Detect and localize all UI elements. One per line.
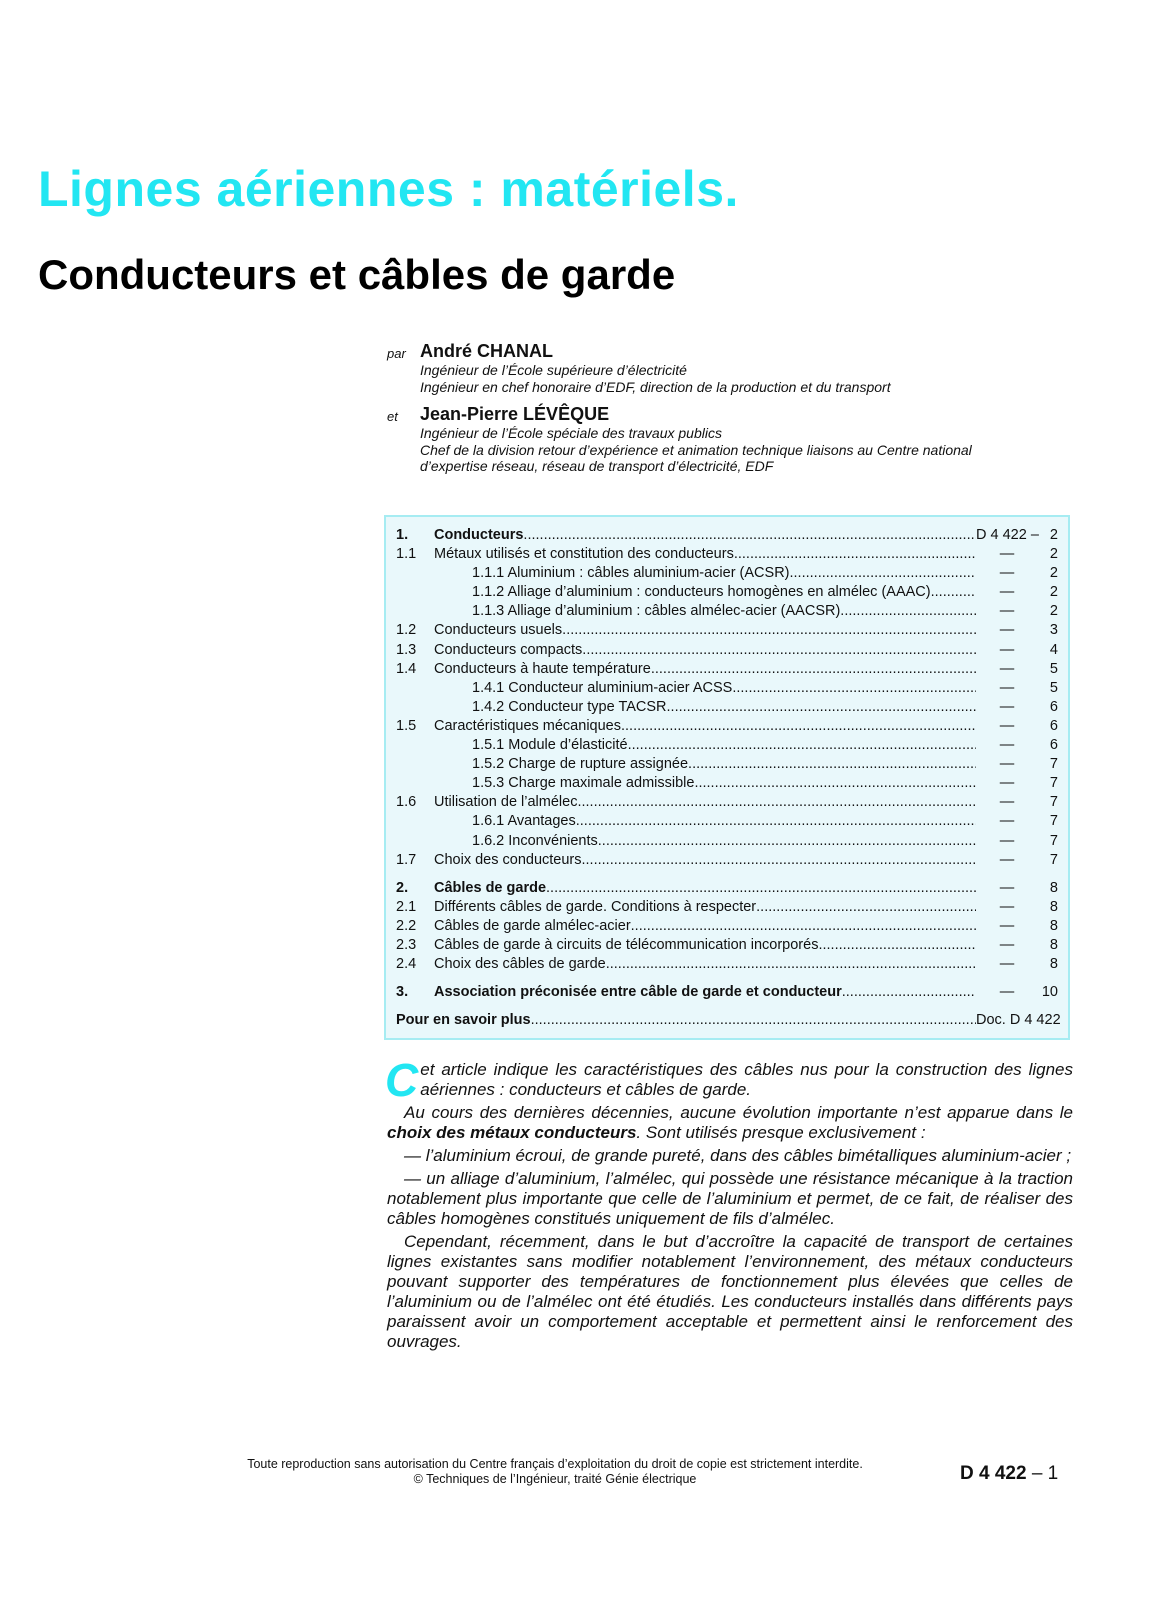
toc-label-wrap [434, 583, 976, 602]
toc-entry[interactable] [396, 583, 1056, 602]
toc-leader-dots [562, 621, 976, 640]
toc-number: 1.3 [396, 641, 417, 658]
toc-page-number: 7 [1049, 851, 1058, 868]
toc-label: Câbles de garde [434, 879, 547, 896]
folio-separator: – [1026, 1463, 1048, 1484]
toc-label-wrap [434, 621, 976, 640]
toc-page-number: 6 [1049, 698, 1058, 715]
toc-reference: — [999, 737, 1015, 754]
copyright-source: © Techniques de l’Ingénieur, traité Génie électrique [413, 1472, 697, 1486]
toc-page-number: 7 [1049, 832, 1058, 849]
toc-label: 1.5.1 Module d’élasticité [472, 737, 628, 754]
toc-leader-dots [840, 602, 976, 621]
toc-leader-dots [531, 1011, 976, 1030]
toc-entry[interactable] [396, 955, 1056, 974]
toc-reference: — [999, 898, 1015, 915]
toc-entry[interactable] [396, 774, 1056, 793]
toc-number: 1.4 [396, 660, 417, 677]
toc-label: 1.6.2 Inconvénients [472, 832, 598, 849]
drop-cap: C [385, 1054, 419, 1106]
intro-paragraph: et article indique les caractéristiques des câbles nus pour la construction des lignes aériennes : conducteurs et câbles de garde. [420, 1060, 1073, 1099]
toc-number: 2.1 [396, 898, 417, 915]
toc-reference: — [999, 851, 1015, 868]
toc-reference: D 4 422 – [976, 527, 1039, 543]
toc-leader-dots [631, 917, 976, 936]
toc-page-number: 8 [1049, 879, 1058, 896]
toc-label: Association préconisée entre câble de garde et conducteur [434, 984, 842, 1001]
toc-label-wrap [434, 793, 976, 812]
intro-list-item: — l’aluminium écroui, de grande pureté, dans des câbles bimétalliques aluminium-acier ; [404, 1146, 1072, 1165]
toc-page-number: 2 [1049, 584, 1058, 601]
toc-page-number: 2 [1049, 527, 1058, 543]
toc-label: Utilisation de l’almélec [434, 794, 578, 811]
toc-page-number: 2 [1049, 603, 1058, 620]
toc-page-number: 2 [1049, 565, 1058, 582]
author-credential: Chef de la division retour d’expérience et animation technique liaisons au Centre national [420, 441, 972, 458]
document-subtitle: Conducteurs et câbles de garde [38, 251, 676, 298]
toc-label-wrap [434, 832, 976, 851]
toc-entry[interactable] [396, 621, 1056, 640]
toc-entry[interactable] [396, 983, 1056, 1002]
toc-number: 2. [396, 879, 409, 896]
toc-leader-dots [621, 717, 976, 736]
toc-entry[interactable] [396, 1011, 1061, 1030]
toc-page-number: 7 [1049, 794, 1058, 811]
toc-number: 1. [396, 527, 409, 543]
toc-label: 1.1.1 Aluminium : câbles aluminium-acier (ACSR) [472, 565, 790, 582]
toc-entry[interactable] [396, 898, 1056, 917]
author-credential: Ingénieur en chef honoraire d’EDF, direction de la production et du transport [420, 378, 891, 395]
toc-page-number: 4 [1049, 641, 1058, 658]
toc-reference: — [999, 679, 1015, 696]
toc-entry[interactable] [396, 679, 1056, 698]
author-1 [387, 340, 1077, 395]
toc-page-number: 2 [1049, 546, 1058, 563]
toc-entry[interactable] [396, 755, 1056, 774]
toc-entry[interactable] [396, 526, 1056, 545]
toc-entry[interactable] [396, 936, 1056, 955]
toc-reference: — [999, 660, 1015, 677]
toc-leader-dots [667, 698, 976, 717]
toc-label-wrap [434, 698, 976, 717]
toc-label-wrap [434, 545, 976, 564]
toc-label-wrap [434, 660, 976, 679]
toc-leader-dots [582, 851, 977, 870]
toc-entry[interactable] [396, 564, 1056, 583]
toc-label-wrap [434, 641, 976, 660]
toc-leader-dots [688, 755, 976, 774]
toc-reference: — [999, 775, 1015, 792]
toc-number: 2.3 [396, 936, 417, 953]
toc-label: 1.6.1 Avantages [472, 813, 576, 830]
toc-leader-dots [931, 583, 976, 602]
toc-entry[interactable] [396, 698, 1056, 717]
toc-label: 1.1.2 Alliage d’aluminium : conducteurs homogènes en almélec (AAAC) [472, 584, 931, 601]
toc-page-number: 6 [1049, 737, 1058, 754]
intro-list-item: — un alliage d’aluminium, l’almélec, qui possède une résistance mécanique à la traction notablement plus importante que celle de l’aluminium et permet, de ce fait, de réaliser des câbles homogènes constitués uniquement de fils d’almélec. [387, 1169, 1073, 1228]
toc-leader-dots [732, 679, 976, 698]
toc-leader-dots [577, 793, 976, 812]
author-prefix: et [387, 409, 398, 424]
authors-block [387, 340, 1077, 483]
toc-reference: — [999, 832, 1015, 849]
toc-reference: — [999, 879, 1015, 896]
toc-leader-dots [606, 955, 976, 974]
toc-entry[interactable] [396, 641, 1056, 660]
toc-page-number: 10 [1041, 984, 1058, 1001]
toc-label: 1.4.1 Conducteur aluminium-acier ACSS [472, 679, 733, 696]
toc-entry[interactable] [396, 545, 1056, 564]
intro-paragraph: Cependant, récemment, dans le but d’accroître la capacité de transport de certaines lignes existantes sans modifier notablement l’environnement, des métaux conducteurs pouvant supporter des températures de fonctionnement plus élevées que celles de l’aluminium ou de l’almélec ont été étudiés. Les conducteurs installés dans différents pays paraissent avoir un comportement acceptable et permettent ainsi le renforcement des ouvrages. [387, 1232, 1073, 1351]
toc-page-number: 8 [1049, 898, 1058, 915]
toc-reference: — [999, 956, 1015, 973]
toc-leader-dots [598, 832, 976, 851]
toc-label-wrap [434, 526, 976, 545]
toc-leader-dots [546, 879, 976, 898]
toc-label-wrap [434, 898, 976, 917]
toc-label: Choix des câbles de garde [434, 956, 606, 973]
toc-label: Choix des conducteurs [434, 851, 582, 868]
toc-label: Câbles de garde almélec-acier [434, 917, 631, 934]
copyright-footer [190, 1457, 920, 1487]
document-title: Lignes aériennes : matériels. [38, 161, 739, 217]
toc-reference: — [999, 917, 1015, 934]
toc-leader-dots [628, 736, 976, 755]
toc-label-wrap [434, 717, 976, 736]
toc-reference: — [999, 698, 1015, 715]
toc-label: 1.5.3 Charge maximale admissible [472, 775, 695, 792]
toc-page-number: 6 [1049, 717, 1058, 734]
toc-entry[interactable] [396, 602, 1056, 621]
toc-label-wrap [434, 851, 976, 870]
toc-number: 2.4 [396, 956, 417, 973]
toc-leader-dots [756, 898, 976, 917]
toc-label: 1.4.2 Conducteur type TACSR [472, 698, 667, 715]
toc-leader-dots [523, 526, 976, 545]
author-credential: Ingénieur de l’École supérieure d’électricité [420, 362, 687, 378]
toc-reference: — [999, 603, 1015, 620]
toc-label: Conducteurs usuels [434, 622, 563, 639]
toc-leader-dots [582, 641, 976, 660]
toc-reference: — [999, 584, 1015, 601]
toc-page-number: 5 [1049, 679, 1058, 696]
copyright-notice: Toute reproduction sans autorisation du Centre français d’exploitation du droit de copie est strictement interdite. [247, 1457, 863, 1471]
toc-page-number: 7 [1049, 775, 1058, 792]
toc-label: Câbles de garde à circuits de télécommunication incorporés [434, 936, 819, 953]
intro-paragraph: Au cours des dernières décennies, aucune évolution importante n’est apparue dans le choix des métaux conducteurs. Sont utilisés presque exclusivement : [387, 1103, 1073, 1142]
toc-label-wrap [434, 955, 976, 974]
toc-reference: Doc. D 4 422 [976, 1012, 1061, 1029]
toc-label: Conducteurs compacts [434, 641, 583, 658]
author-name: Jean-Pierre LÉVÊQUE [420, 404, 610, 424]
toc-leader-dots [790, 564, 977, 583]
toc-label-wrap [434, 983, 976, 1002]
toc-reference: — [999, 641, 1015, 658]
toc-label: Différents câbles de garde. Conditions à respecter [434, 898, 757, 915]
folio-code: D 4 422 [960, 1463, 1027, 1484]
toc-page-number: 7 [1049, 813, 1058, 830]
toc-leader-dots [818, 936, 976, 955]
toc-leader-dots [651, 660, 976, 679]
toc-label-wrap [434, 936, 976, 955]
author-name: André CHANAL [420, 341, 553, 361]
page-folio [960, 1463, 1058, 1485]
toc-number: 3. [396, 984, 409, 1001]
toc-number: 1.6 [396, 794, 417, 811]
toc-label-wrap [434, 736, 976, 755]
toc-label-wrap [434, 917, 976, 936]
toc-page-number: 5 [1049, 660, 1058, 677]
toc-label: 1.5.2 Charge de rupture assignée [472, 756, 689, 773]
toc-label: Conducteurs à haute température [434, 660, 651, 677]
table-of-contents [384, 515, 1070, 1040]
toc-entry[interactable] [396, 832, 1056, 851]
toc-leader-dots [576, 812, 976, 831]
toc-label-wrap [434, 602, 976, 621]
toc-entry[interactable] [396, 812, 1056, 831]
toc-page-number: 8 [1049, 917, 1058, 934]
toc-leader-dots [694, 774, 976, 793]
toc-label: Conducteurs [434, 527, 524, 543]
toc-reference: — [999, 813, 1015, 830]
toc-reference: — [999, 794, 1015, 811]
toc-reference: — [999, 756, 1015, 773]
toc-label-wrap [434, 679, 976, 698]
toc-label: Caractéristiques mécaniques [434, 717, 621, 734]
toc-number: 1.2 [396, 622, 417, 639]
toc-label-wrap [434, 755, 976, 774]
toc-label-wrap [434, 879, 976, 898]
toc-page-number: 7 [1049, 756, 1058, 773]
toc-entry[interactable] [396, 917, 1056, 936]
author-2 [387, 403, 1077, 475]
toc-entry[interactable] [396, 851, 1056, 870]
toc-label-wrap [434, 564, 976, 583]
toc-label-wrap [434, 774, 976, 793]
introduction [385, 1054, 1073, 1355]
toc-label-wrap [396, 1011, 976, 1030]
toc-reference: — [999, 717, 1015, 734]
toc-number: 1.7 [396, 851, 417, 868]
toc-entry[interactable] [396, 879, 1056, 898]
emphasis: choix des métaux conducteurs [387, 1123, 637, 1142]
author-prefix: par [387, 346, 406, 361]
toc-entry[interactable] [396, 736, 1056, 755]
toc-label: 1.1.3 Alliage d’aluminium : câbles almélec-acier (AACSR) [472, 603, 841, 620]
author-credential: Ingénieur de l’École spéciale des travaux publics [420, 425, 722, 441]
toc-reference: — [999, 565, 1015, 582]
toc-entry[interactable] [396, 793, 1056, 812]
toc-reference: — [999, 622, 1015, 639]
toc-page-number: 8 [1049, 956, 1058, 973]
toc-reference: — [999, 546, 1015, 563]
toc-reference: — [999, 984, 1015, 1001]
toc-page-number: 3 [1049, 622, 1058, 639]
toc-leader-dots [734, 545, 976, 564]
toc-label: Métaux utilisés et constitution des conducteurs [434, 546, 734, 563]
toc-leader-dots [842, 983, 976, 1002]
toc-number: 1.5 [396, 717, 417, 734]
toc-page-number: 8 [1049, 936, 1058, 953]
toc-entry[interactable] [396, 717, 1056, 736]
toc-label-wrap [434, 812, 976, 831]
toc-label: Pour en savoir plus [396, 1012, 531, 1029]
toc-reference: — [999, 936, 1015, 953]
toc-number: 1.1 [396, 546, 417, 563]
toc-entry[interactable] [396, 660, 1056, 679]
toc-number: 2.2 [396, 917, 417, 934]
folio-page: 1 [1047, 1463, 1059, 1484]
author-credential: d’expertise réseau, réseau de transport d’électricité, EDF [420, 458, 774, 474]
